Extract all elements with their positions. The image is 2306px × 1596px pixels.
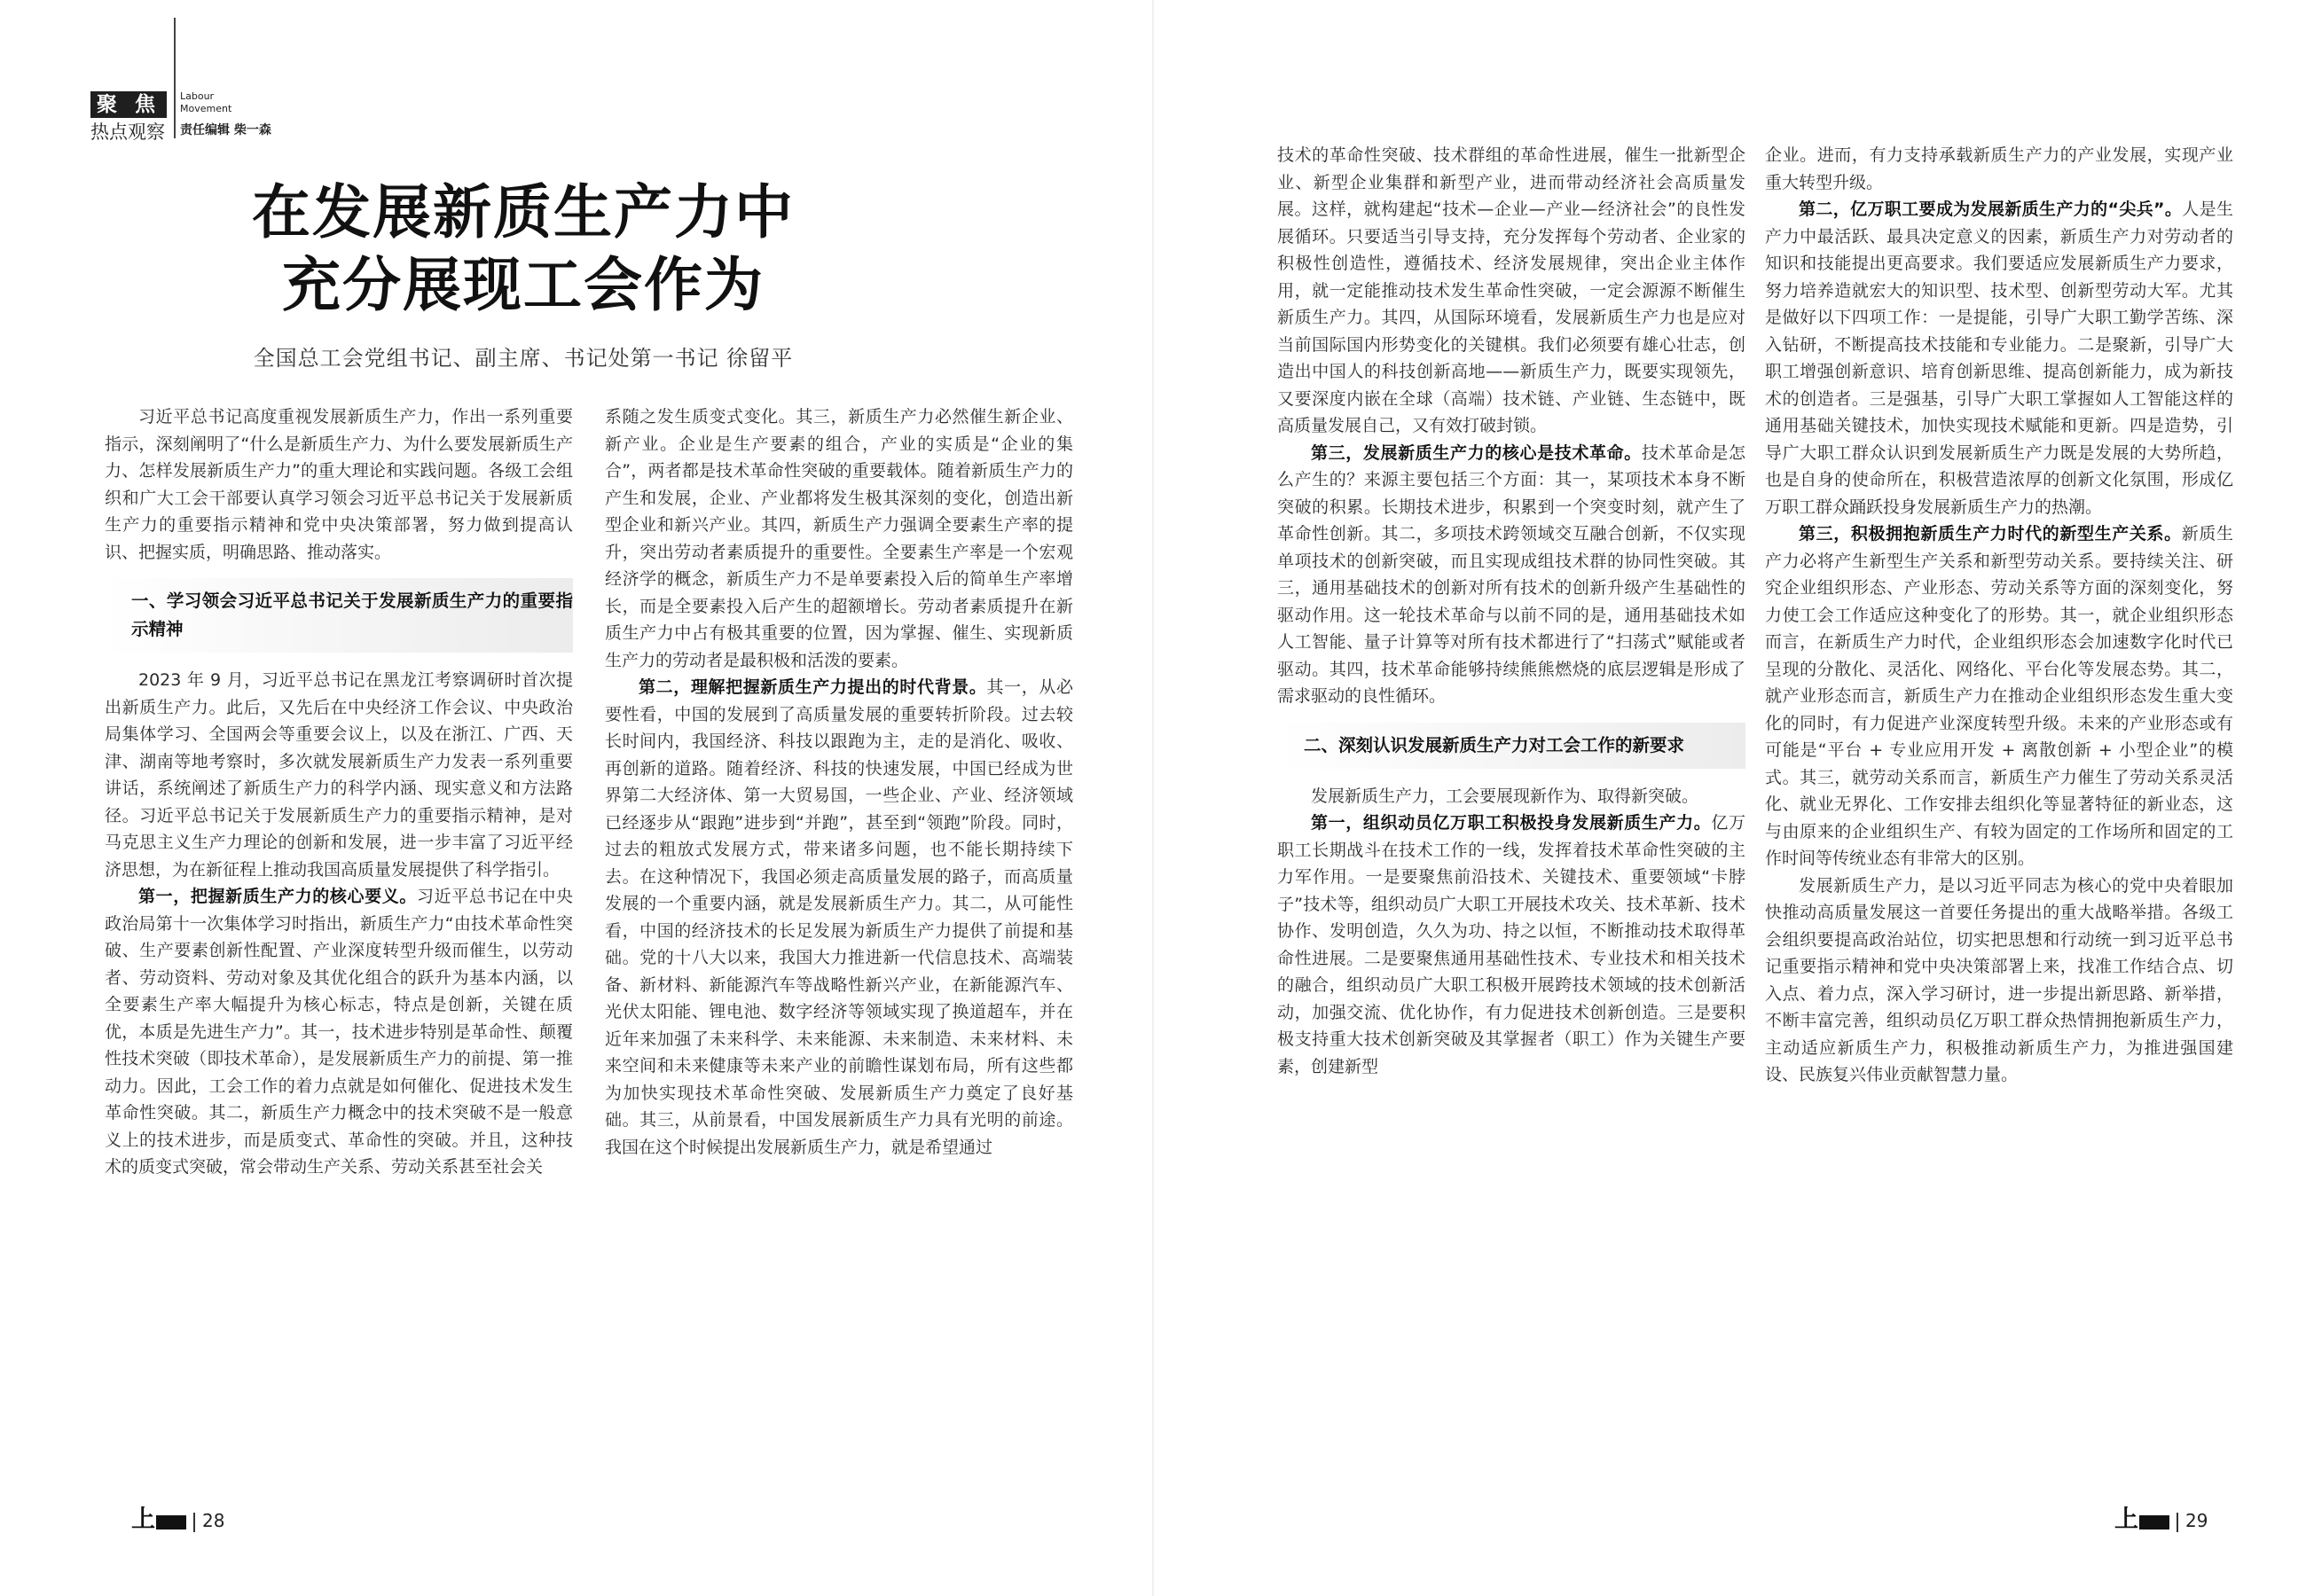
paragraph-body: 习近平总书记在中央政治局第十一次集体学习时指出，新质生产力“由技术革命性突破、生产要素创新性配置、产业深度转型升级而催生，以劳动者、劳动资料、劳动对象及其优化组合的跃升为基本内涵，以全要素生产率大幅提升为核心标志，特点是创新，关键在质优，本质是先进生产力”。其一，技术进步特别是革命性、颠覆性技术突破（即技术革命），是发展新质生产力的前提、第一推动力。因此，工会工作的着力点就是如何催化、促进技术发生革命性突破。其二，新质生产力概念中的技术突破不是一般意义上的技术进步，而是质变式、革命性的突破。并且，这种技术的质变式突破，常会带动生产关系、劳动关系甚至社会关 [105,887,573,1177]
article-title-line1: 在发展新质生产力中 [252,177,795,246]
paragraph-body: 亿万职工长期战斗在技术工作的一线，发挥着技术革命性突破的主力军作用。一是要聚焦前沿技术、关键技术、重要领域“卡脖子”技术等，组织动员广大职工开展技术攻关、技术革新、技术协作、发明创造，久久为功、持之以恒，不断推动技术取得革命性进展。二是要聚焦通用基础性技术、专业技术和相关技术的融合，组织动员广大职工积极开展跨技术领域的技术创新活动，加强交流、优化协作，有力促进技术创新创造。三是要积极支持重大技术创新突破及其掌握者（职工）作为关键生产要素，创建新型 [1277,813,1745,1076]
section-heading-1: 一、学习领会习近平总书记关于发展新质生产力的重要指示精神 [105,578,573,653]
paragraph: 系随之发生质变式变化。其三，新质生产力必然催生新企业、新产业。企业是生产要素的组合，产业的实质是“企业的集合”，两者都是技术革命性突破的重要载体。随着新质生产力的产生和发展，企业、产业都将发生极其深刻的变化，创造出新型企业和新兴产业。其四，新质生产力强调全要素生产率的提升，突出劳动者素质提升的重要性。全要素生产率是一个宏观经济学的概念，新质生产力不是单要素投入后的简单生产率增长，而是全要素投入后产生的超额增长。劳动者素质提升在新质生产力中占有极其重要的位置，因为掌握、催生、实现新质生产力的劳动者是最积极和活泼的要素。 [605,407,1073,670]
article-title-line2: 充分展现工会作为 [282,250,765,319]
header-rule [174,18,176,138]
paragraph [1765,520,2233,872]
section-tag: 聚 焦 [90,91,167,118]
paragraph-lead: 第三，积极拥抱新质生产力时代的新型生产关系。 [1799,524,2182,544]
magazine-logo: 上 [2114,1506,2137,1533]
spread-fold [1152,0,1154,1596]
paragraph-body: 其一，从必要性看，中国的发展到了高质量发展的重要转折阶段。过去较长时间内，我国经济、科技以跟跑为主，走的是消化、吸收、再创新的道路。随着经济、科技的快速发展，中国已经成为世界第二大经济体、第一大贸易国，一些企业、产业、经济领域已经逐步从“跟跑”进步到“并跑”，甚至到“领跑”阶段。同时，过去的粗放式发展方式，带来诸多问题，也不能长期持续下去。在这种情况下，我国必须走高质量发展的路子，而高质量发展的一个重要内涵，就是发展新质生产力。其二，从可能性看，中国的经济技术的长足发展为新质生产力提供了前提和基础。党的十八大以来，我国大力推进新一代信息技术、高端装备、新材料、新能源汽车等战略性新兴产业，在新能源汽车、光伏太阳能、锂电池、数字经济等领域实现了换道超车，并在近年来加强了未来科学、未来能源、未来制造、未来材料、未来空间和未来健康等未来产业的前瞻性谋划布局，所有这些都为加快实现技术革命性突破、发展新质生产力奠定了良好基础。其三，从前景看，中国发展新质生产力具有光明的前途。我国在这个时候提出发展新质生产力，就是希望通过 [605,677,1073,1157]
paragraph: 发展新质生产力，工会要展现新作为、取得新突破。 [1311,786,1699,806]
column-4 [1765,142,2233,1089]
magazine-logo-mark [156,1515,186,1530]
paragraph [105,883,573,1181]
footer-divider [193,1513,195,1532]
paragraph: 发展新质生产力，是以习近平同志为核心的党中央着眼加快推动高质量发展这一首要任务提出的重大战略举措。各级工会组织要提高政治站位，切实把思想和行动统一到习近平总书记重要指示精神和党中央决策部署上来，找准工作结合点、切入点、着力点，深入学习研讨，进一步提出新思路、新举措，不断丰富完善，组织动员亿万职工群众热情拥抱新质生产力，主动适应新质生产力，积极推动新质生产力，为推进强国建设、民族复兴伟业贡献智慧力量。 [1765,875,2233,1084]
paragraph-body: 技术革命是怎么产生的？来源主要包括三个方面：其一，某项技术本身不断突破的积累。长期技术进步，积累到一个突变时刻，就产生了革命性创新。其二，多项技术跨领域交互融合创新，不仅实现单项技术的创新突破，而且实现成组技术群的协同性突破。其三，通用基础技术的创新对所有技术的创新升级产生基础性的驱动作用。这一轮技术革命与以前不同的是，通用基础技术如人工智能、量子计算等对所有技术都进行了“扫荡式”赋能或者驱动。其四，技术革命能够持续熊熊燃烧的底层逻辑是形成了需求驱动的良性循环。 [1277,442,1745,706]
section-english-line2: Movement [180,103,232,114]
paragraph: 习近平总书记高度重视发展新质生产力，作出一系列重要指示，深刻阐明了“什么是新质生产力、为什么要发展新质生产力、怎样发展新质生产力”的重大理论和实践问题。各级工会组织和广大工会干部要认真学习领会习近平总书记关于发展新质生产力的重要指示精神和党中央决策部署，努力做到提高认识、把握实质，明确思路、推动落实。 [105,407,573,562]
paragraph [1277,810,1745,1080]
section-heading-2: 二、深刻认识发展新质生产力对工会工作的新要求 [1277,723,1745,769]
paragraph: 2023 年 9 月，习近平总书记在黑龙江考察调研时首次提出新质生产力。此后，又先后在中央经济工作会议、中央政治局集体学习、全国两会等重要会议上，以及在浙江、广西、天津、湖南等地考察时，多次就发展新质生产力发表一系列重要讲话，系统阐述了新质生产力的科学内涵、现实意义和方法路径。习近平总书记关于发展新质生产力的重要指示精神，是对马克思主义生产力理论的创新和发展，进一步丰富了习近平经济思想，为在新征程上推动我国高质量发展提供了科学指引。 [105,670,573,880]
paragraph [1765,196,2233,520]
section-subtitle: 热点观察 [90,121,165,143]
footer-divider [2177,1513,2178,1532]
section-english [180,90,231,115]
magazine-logo: 上 [131,1506,154,1533]
paragraph-lead: 第一，把握新质生产力的核心要义。 [138,887,417,906]
article-title [142,176,905,321]
paragraph: 企业。进而，有力支持承载新质生产力的产业发展，实现产业重大转型升级。 [1765,145,2233,192]
paragraph-lead: 第一，组织动员亿万职工积极投身发展新质生产力。 [1311,813,1712,833]
column-3 [1277,142,1745,1080]
column-2 [605,403,1073,1161]
editor-credit: 责任编辑 柴一森 [180,123,271,137]
paragraph: 技术的革命性突破、技术群组的革命性进展，催生一批新型企业、新型企业集群和新型产业，进而带动经济社会高质量发展。这样，就构建起“技术—企业—产业—经济社会”的良性发展循环。只要适当引导支持，充分发挥每个劳动者、企业家的积极性创造性，遵循技术、经济发展规律，突出企业主体作用，就一定能推动技术发生革命性突破，一定会源源不断催生新质生产力。其四，从国际环境看，发展新质生产力也是应对当前国际国内形势变化的关键棋。我们必须要有雄心壮志，创造出中国人的科技创新高地——新质生产力，既要实现领先，又要深度内嵌在全球（高端）技术链、产业链、生态链中，既高质量发展自己，又有效打破封锁。 [1277,145,1745,435]
section-english-line1: Labour [180,90,215,102]
paragraph-body: 新质生产力必将产生新型生产关系和新型劳动关系。要持续关注、研究企业组织形态、产业形态、劳动关系等方面的深刻变化，努力使工会工作适应这种变化了的形势。其一，就企业组织形态而言，在新质生产力时代，企业组织形态会加速数字化时代已呈现的分散化、灵活化、网络化、平台化等发展态势。其二，就产业形态而言，新质生产力在推动企业组织形态发生重大变化的同时，有力促进产业深度转型升级。未来的产业形态或有可能是“平台 + 专业应用开发 + 离散创新 + 小型企业”的模式。其三，就劳动关系而言，新质生产力催生了劳动关系灵活化、就业无界化、工作安排去组织化等显著特征的新业态，这与由原来的企业组织生产、有较为固定的工作场所和固定的工作时间等传统业态有非常大的区别。 [1765,524,2233,868]
paragraph-lead: 第二，理解把握新质生产力提出的时代背景。 [639,677,987,697]
magazine-logo-mark [2139,1515,2169,1530]
paragraph-lead: 第三，发展新质生产力的核心是技术革命。 [1311,442,1642,463]
footer-left [131,1499,224,1534]
article-byline: 全国总工会党组书记、副主席、书记处第一书记 徐留平 [253,346,794,371]
footer-right [2114,1499,2208,1534]
page-number-right: 29 [2185,1510,2208,1531]
page-number-left: 28 [202,1510,225,1531]
paragraph [605,674,1073,1161]
paragraph-lead: 第二，亿万职工要成为发展新质生产力的“尖兵”。 [1799,200,2183,219]
paragraph [1277,440,1745,710]
column-1 [105,403,573,1181]
paragraph-body: 人是生产力中最活跃、最具决定意义的因素，新质生产力对劳动者的知识和技能提出更高要求。我们要适应发展新质生产力要求，努力培养造就宏大的知识型、技术型、创新型劳动大军。尤其是做好以下四项工作：一是提能，引导广大职工勤学苦练、深入钻研，不断提高技术技能和专业能力。二是聚新，引导广大职工增强创新意识、培育创新思维、提高创新能力，成为新技术的创造者。三是强基，引导广大职工掌握如人工智能这样的通用基础关键技术，加快实现技术赋能和更新。四是造势，引导广大职工群众认识到发展新质生产力既是发展的大势所趋，也是自身的使命所在，积极营造浓厚的创新文化氛围，形成亿万职工群众踊跃投身发展新质生产力的热潮。 [1765,200,2233,517]
